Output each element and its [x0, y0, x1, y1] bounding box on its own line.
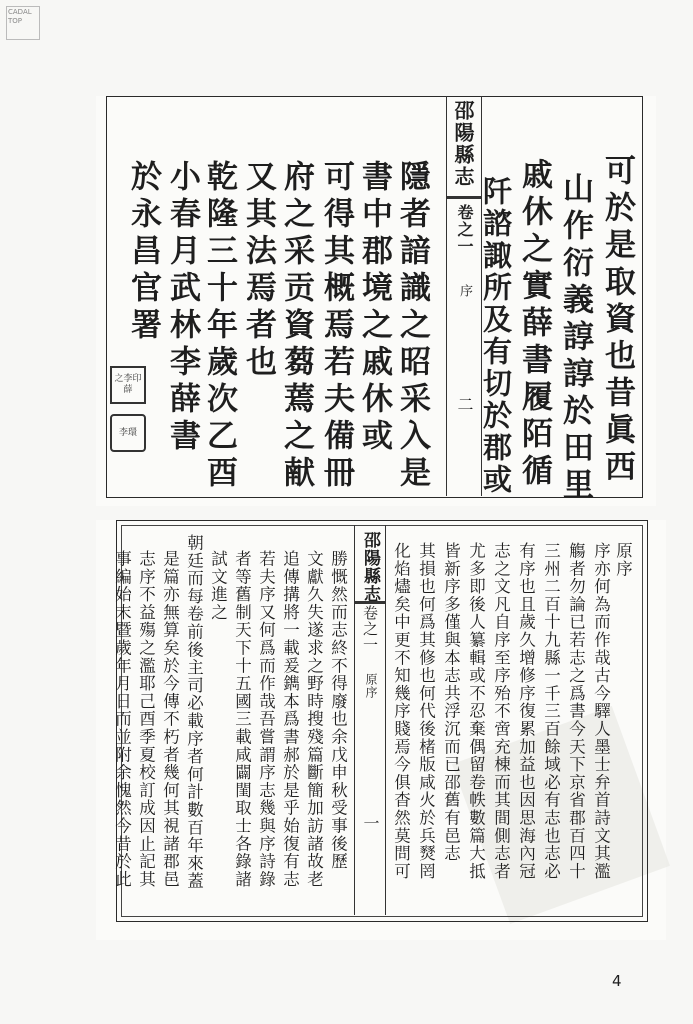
bottom-left-column: 文獻久失遂求之野時搜殘篇斷簡加訪諸故老	[304, 550, 324, 889]
bottom-right-column: 志之文凡自序至序殆不啻充棟而其間側志者	[491, 542, 511, 881]
top-column: 戚休之實薛書履陌循	[516, 158, 552, 491]
top-page	[96, 96, 656, 506]
bottom-left-column: 事編始末暨歲年月日而並附余愧然今昔於此	[112, 550, 132, 889]
top-center-column	[446, 96, 482, 496]
bottom-right-column: 觴者勿論已若志之爲書今天下京省郡百四十	[566, 542, 586, 881]
bottom-right-column: 皆新序多僅與本志共浮沉而已邵舊有邑志	[441, 542, 461, 863]
top-column: 書中郡境之戚休或	[356, 160, 392, 456]
top-column: 小春月武林李薛書	[164, 160, 200, 456]
bottom-center-section: 原序	[364, 673, 378, 699]
bottom-left-column: 若夫序又何爲而作哉吾嘗謂序志幾與序詩錄	[256, 550, 276, 889]
top-center-page: 二	[455, 396, 474, 413]
top-center-juan: 卷之一	[455, 204, 474, 255]
top-column: 可於是取資也昔眞西	[599, 154, 635, 487]
bottom-center-page: 一	[361, 815, 380, 832]
watermark: CADAL TOP	[6, 6, 40, 40]
bottom-left-column: 志序不益殤之濫耶己酉季夏校訂成因止記其	[136, 550, 156, 889]
bottom-right-column: 序亦何為而作哉古今驛人墨士弁首詩文其濫	[591, 542, 611, 881]
bottom-left-column: 者等舊制天下十五國三載咸闢閨取士各錄諸	[232, 550, 252, 889]
bottom-left-column: 是篇亦無算矣於今傳不朽者幾何其視諸郡邑	[160, 550, 180, 889]
seal-stamp: 之李印薛	[110, 366, 146, 404]
bottom-left-column: 試文進之	[208, 550, 228, 622]
bottom-page	[96, 520, 666, 940]
top-column: 府之采贡資蒭蔫之献	[278, 160, 314, 493]
bottom-right-column: 其損也何爲其修也何代後楮版咸火於兵燹罔	[416, 542, 436, 881]
top-column: 可得其概焉若夫備冊	[318, 160, 354, 493]
top-column: 山作衍義諄諄於田里	[557, 172, 593, 505]
top-column: 於永昌官署	[125, 160, 161, 345]
bottom-left-column: 勝慨然而志終不得廢也余戊申秋受事後歷	[328, 550, 348, 871]
seal-stamp: 李環	[110, 414, 146, 452]
top-column: 阡諮諏所及有切於郡或	[479, 176, 513, 496]
top-column: 又其法焉者也	[240, 160, 276, 382]
bottom-right-column: 有序也且歲久增修序復累加益也因思海內冠	[516, 542, 536, 881]
top-center-section: 序	[457, 284, 472, 298]
top-center-title: 邵陽縣志	[451, 100, 475, 188]
bottom-heading: 原序	[613, 542, 633, 578]
bottom-center-title: 邵陽縣志	[360, 531, 380, 603]
top-column: 隱者諳識之昭采入是	[394, 160, 430, 493]
bottom-right-column: 尤多即後人纂輯或不忍棄偶留卷帙數篇大抵	[466, 542, 486, 881]
bottom-center-column	[354, 525, 386, 915]
bottom-left-column: 追傳搆將一載爰鐫本爲書郝於是乎始復有志	[280, 550, 300, 889]
bottom-right-column: 化焰燼矣中更不知幾序賤焉今俱杳然莫問可	[391, 542, 411, 881]
bottom-left-column: 朝廷而每卷前後主司必載序者何計數百年來蓋	[184, 534, 204, 890]
bottom-right-column: 三州二百十九縣一千三百餘域必有志也志必	[541, 542, 561, 881]
top-column: 乾隆三十年歲次乙酉	[201, 160, 237, 493]
page-number: 4	[612, 972, 622, 990]
bottom-center-juan: 卷之一	[361, 605, 379, 653]
